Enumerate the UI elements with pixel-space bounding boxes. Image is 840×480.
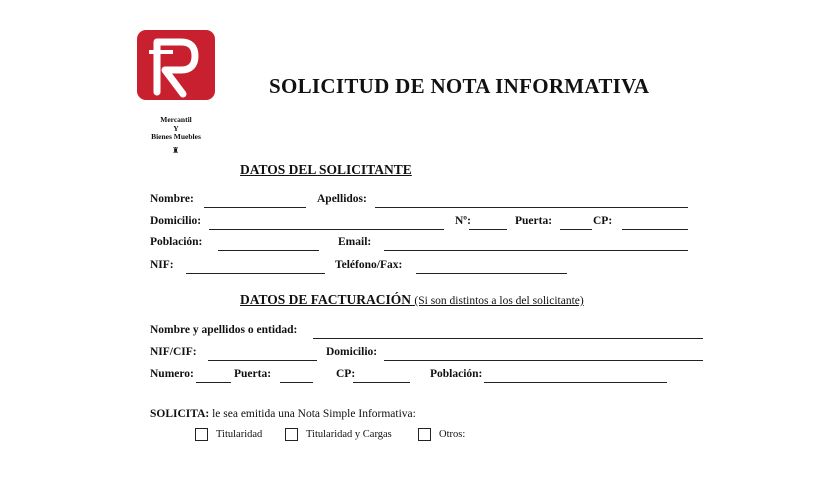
- section-facturacion-heading: [240, 292, 584, 308]
- cp-field[interactable]: [622, 229, 688, 230]
- nombre-label: Nombre:: [150, 193, 194, 205]
- registro-logo: [137, 30, 215, 100]
- otros-label: Otros:: [439, 429, 466, 440]
- fact-poblacion-field[interactable]: [484, 382, 667, 383]
- titularidad-label: Titularidad: [216, 429, 263, 440]
- cp-label: CP:: [593, 215, 613, 227]
- fact-numero-field[interactable]: [196, 382, 231, 383]
- otros-checkbox[interactable]: [418, 428, 431, 441]
- telefono-label: Teléfono/Fax:: [335, 259, 403, 271]
- nombre-field[interactable]: [204, 207, 306, 208]
- fact-cp-label: CP:: [336, 368, 356, 380]
- page-title: SOLICITUD DE NOTA INFORMATIVA: [269, 74, 650, 98]
- apellidos-label: Apellidos:: [317, 193, 367, 205]
- option-titularidad-cargas[interactable]: [285, 428, 392, 441]
- fact-domicilio-label: Domicilio:: [326, 346, 378, 358]
- nif-cif-label: NIF/CIF:: [150, 346, 197, 358]
- poblacion-label: Población:: [150, 236, 203, 248]
- logo-emblem-icon: ♜: [172, 146, 180, 155]
- fact-numero-label: Numero:: [150, 368, 194, 380]
- nif-field[interactable]: [186, 273, 325, 274]
- numero-label: Nº:: [455, 215, 471, 227]
- puerta-label: Puerta:: [515, 215, 553, 227]
- fact-poblacion-label: Población:: [430, 368, 483, 380]
- fact-cp-field[interactable]: [353, 382, 410, 383]
- solicita-line: [150, 408, 416, 420]
- logo-caption-line2: Y: [173, 123, 179, 133]
- logo-r-icon: [137, 30, 215, 100]
- solicita-label: SOLICITA:: [150, 408, 210, 420]
- domicilio-field[interactable]: [209, 229, 444, 230]
- domicilio-label: Domicilio:: [150, 215, 202, 227]
- section-solicitante-heading: DATOS DEL SOLICITANTE: [240, 162, 412, 177]
- option-otros[interactable]: [418, 428, 465, 441]
- puerta-field[interactable]: [560, 229, 592, 230]
- nif-cif-field[interactable]: [208, 360, 317, 361]
- titularidad-checkbox[interactable]: [195, 428, 208, 441]
- logo-caption-line1: Mercantil: [160, 115, 192, 124]
- facturacion-note: (Si son distintos a los del solicitante): [414, 295, 584, 307]
- telefono-field[interactable]: [416, 273, 567, 274]
- fact-puerta-label: Puerta:: [234, 368, 272, 380]
- numero-field[interactable]: [469, 229, 507, 230]
- nombre-entidad-field[interactable]: [313, 338, 703, 339]
- apellidos-field[interactable]: [375, 207, 688, 208]
- titularidad-cargas-label: Titularidad y Cargas: [306, 429, 392, 440]
- nif-label: NIF:: [150, 259, 174, 271]
- logo-caption-line3: Bienes Muebles: [151, 132, 201, 141]
- logo-caption: [130, 116, 222, 142]
- poblacion-field[interactable]: [218, 250, 319, 251]
- option-titularidad[interactable]: [195, 428, 262, 441]
- fact-domicilio-field[interactable]: [384, 360, 703, 361]
- nombre-entidad-label: Nombre y apellidos o entidad:: [150, 324, 298, 336]
- email-field[interactable]: [384, 250, 688, 251]
- solicita-text: le sea emitida una Nota Simple Informativa:: [212, 408, 416, 420]
- facturacion-heading-text: DATOS DE FACTURACIÓN: [240, 292, 412, 307]
- fact-puerta-field[interactable]: [280, 382, 313, 383]
- email-label: Email:: [338, 236, 372, 248]
- titularidad-cargas-checkbox[interactable]: [285, 428, 298, 441]
